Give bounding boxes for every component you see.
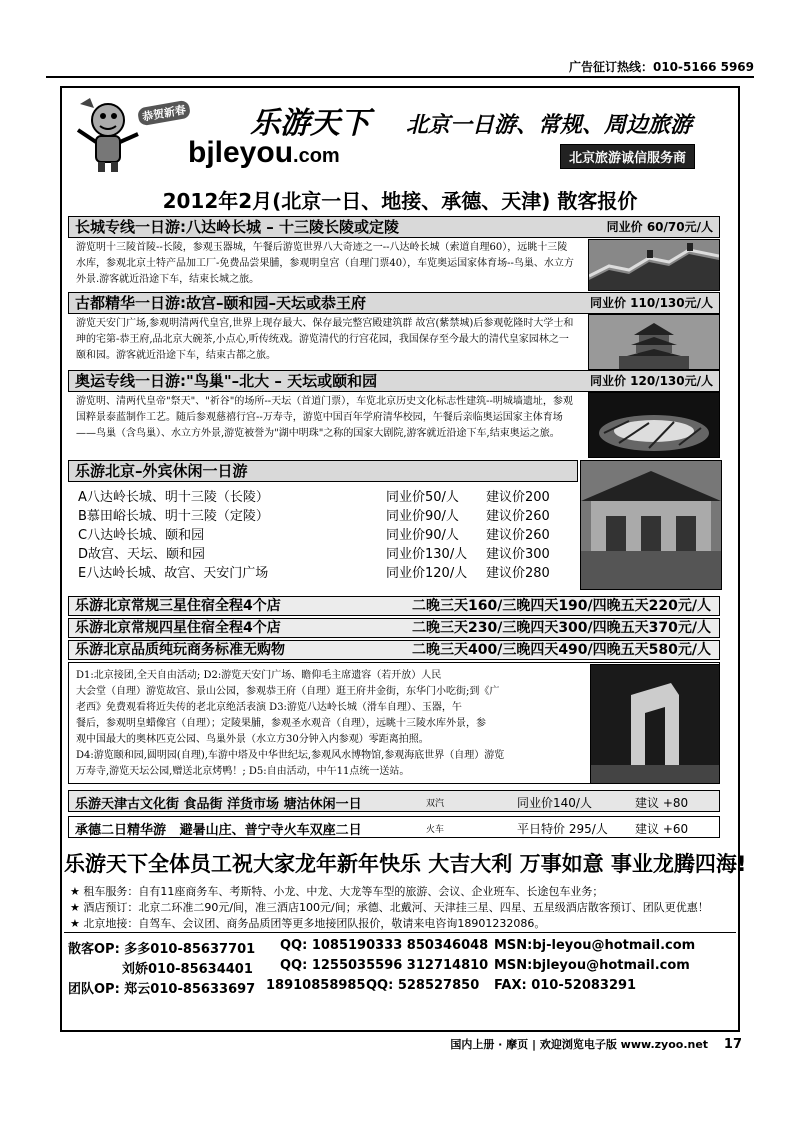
section-title: 奥运专线一日游:"鸟巢"–北大 – 天坛或颐和园	[75, 372, 378, 390]
leisure-trade-price: 同业价120/人	[386, 566, 468, 581]
leisure-trade-price: 同业价50/人	[386, 490, 459, 505]
brand-name: 乐游天下	[250, 106, 370, 141]
service-hotel: ★ 酒店预订：北京二环准二90元/间，准三酒店100元/间；承德、北戴河、天津挂三星、四星、五星级酒店散客预订、团队更优惠！	[70, 901, 709, 914]
package-row	[68, 618, 720, 638]
section-desc: 游览明十三陵首陵--长陵，参观玉器城，午餐后游览世界八大奇迹之一--八达岭长城（索道自理60），远眺十三陵水库，参观北京土特产品加工厂-免费品尝果脯，参观明皇宫（自理门票40），车览奥运国家体育场--鸟巢、水立方外景.游客就近沿途下车，结束长城之旅。	[76, 242, 574, 285]
hutong-photo	[580, 460, 722, 590]
birds-nest-photo	[588, 392, 720, 458]
package-price: 二晚三天160/三晚四天190/四晚五天220元/人	[411, 598, 711, 614]
contact-qq: QQ: 1255035596 312714810	[280, 958, 489, 973]
contact-team-label: 团队OP: 郑云010-85633697	[68, 982, 256, 997]
package-name: 乐游北京常规三星住宿全程4个店	[75, 598, 281, 614]
package-name: 乐游北京品质纯玩商务标准无购物	[75, 642, 285, 658]
itinerary-line: 老西》免费观看将近失传的老北京绝活表演 D3:游览八达岭长城（滑车自理）、玉器，午	[76, 702, 462, 713]
brand-subtitle: 北京一日游、常规、周边旅游	[406, 113, 693, 138]
contact-op-label: 散客OP: 多多010-85637701	[68, 942, 256, 957]
leisure-trade-price: 同业价90/人	[386, 528, 459, 543]
extra-row-tag: 双汽	[426, 799, 445, 809]
extra-row-trade: 平日特价 295/人	[517, 822, 608, 836]
contact-msn: MSN:bj-leyou@hotmail.com	[494, 938, 696, 953]
leisure-route: B慕田峪长城、明十三陵（定陵）	[78, 509, 269, 524]
section-bar-leisure	[68, 460, 578, 482]
brand-header	[60, 90, 740, 180]
leisure-route: E八达岭长城、故宫、天安门广场	[78, 566, 269, 581]
extra-row-chengde	[68, 816, 720, 838]
sheet-title: 2012年2月(北京一日、地接、承德、天津) 散客报价	[162, 189, 638, 213]
section-title: 古都精华一日游:故宫–颐和园–天坛或恭王府	[75, 294, 367, 312]
contact-msn: MSN:bjleyou@hotmail.com	[494, 958, 690, 973]
itinerary-line: 大会堂（自理）游览故宫、景山公园，参观恭王府（自理）逛王府井金街，东华门小吃街;到《广	[76, 686, 500, 697]
extra-row-trade: 同业价140/人	[517, 796, 592, 810]
package-price: 二晚三天230/三晚四天300/四晚五天370元/人	[411, 620, 711, 636]
service-local: ★ 北京地接：自驾车、会议团、商务品质团等更多地接团队报价，敬请来电咨询18901232086。	[70, 917, 546, 930]
extra-row-suggest: 建议 +60	[635, 822, 689, 836]
great-wall-photo	[588, 239, 720, 291]
leisure-suggest-price: 建议价200	[486, 490, 550, 505]
footer-text: 国内上册 · 摩页 | 欢迎浏览电子版 www.zyoo.net	[450, 1038, 709, 1051]
contact-qq: QQ: 528527850	[366, 978, 480, 993]
leisure-trade-price: 同业价130/人	[386, 547, 468, 562]
section-price: 同业价 120/130元/人	[589, 374, 713, 388]
extra-row-tag: 火车	[426, 825, 445, 835]
service-tag: 北京旅游诚信服务商	[560, 144, 695, 169]
dragon-mascot-icon	[70, 94, 148, 174]
itinerary-line: 餐后，参观明皇蜡像宫（自理）；定陵果脯，参观圣水观音（自理），远眺十三陵水库外景，参	[76, 718, 486, 729]
contact-fax: FAX: 010-52083291	[494, 978, 637, 993]
itinerary-line: 观中国最大的奥林匹克公园、鸟巢外景（水立方30分钟入内参观）零距离拍照。	[76, 734, 429, 745]
package-row	[68, 596, 720, 616]
new-year-slogan: 乐游天下全体员工祝大家龙年新年快乐 大吉大利 万事如意 事业龙腾四海!	[64, 852, 747, 876]
extra-row-name: 承德二日精华游 避暑山庄、普宁寺火车双座二日	[75, 823, 362, 838]
leisure-route: C八达岭长城、颐和园	[78, 528, 205, 543]
leisure-suggest-price: 建议价260	[486, 509, 550, 524]
leisure-trade-price: 同业价90/人	[386, 509, 459, 524]
extra-row-suggest: 建议 +80	[635, 796, 689, 810]
leisure-suggest-price: 建议价260	[486, 528, 550, 543]
package-name: 乐游北京常规四星住宿全程4个店	[75, 620, 281, 636]
section-bar-greatwall	[68, 216, 720, 238]
url-main: bjleyou	[188, 136, 294, 169]
contact-phone: 18910858985	[266, 978, 366, 993]
section-bar-olympic	[68, 370, 720, 392]
extra-row-tianjin	[68, 790, 720, 812]
section-price: 同业价 110/130元/人	[589, 296, 713, 310]
itinerary-line: D4:游览颐和园,圆明园(自理),车游中塔及中华世纪坛,参观风水博物馆,参观海底世界（自理）游览	[76, 750, 505, 761]
package-row	[68, 640, 720, 660]
extra-row-name: 乐游天津古文化街 食品街 洋货市场 塘沽休闲一日	[75, 797, 362, 812]
page-footer	[450, 1036, 742, 1052]
top-rule	[46, 76, 754, 78]
itinerary-line: 万寿寺,游览天坛公园,赠送北京烤鸭！; D5:自由活动，中午11点统一送站。	[76, 766, 410, 777]
itinerary-text	[76, 668, 582, 780]
service-car: ★ 租车服务：自有11座商务车、考斯特、小龙、中龙、大龙等车型的旅游、会议、企业班车、长途包车业务；	[70, 885, 604, 898]
leisure-route: D故宫、天坛、颐和园	[78, 547, 206, 562]
new-year-badge: 恭贺新春	[137, 100, 191, 127]
section-price: 同业价 60/70元/人	[606, 220, 713, 234]
section-title: 乐游北京–外宾休闲一日游	[75, 462, 248, 480]
url-tld: .com	[293, 145, 340, 167]
contact-qq: QQ: 1085190333 850346048	[280, 938, 489, 953]
leisure-route: A八达岭长城、明十三陵（长陵）	[78, 490, 269, 505]
section-desc: 游览天安门广场,参观明清两代皇宫,世界上现存最大、保存最完整宫殿建筑群 故宫(紫禁城)后参观乾隆时大学士和珅的宅第-恭王府,品北京大碗茶,小点心,听传统戏。游览清代的行宫花园，我国保存至今最大的清代皇家园林之一颐和园。游客就近沿途下车，结束古都之旅。	[76, 318, 574, 361]
ad-hotline: 广告征订热线：010-5166 5969	[568, 60, 754, 74]
temple-of-heaven-photo	[588, 314, 720, 370]
brand-url	[188, 136, 340, 170]
cctv-tower-photo	[590, 664, 720, 784]
itinerary-line: D1:北京接团,全天自由活动; D2:游览天安门广场、瞻仰毛主席遗容（若开放）人民	[76, 670, 442, 681]
contact-op-label: 刘娇010-85634401	[122, 962, 253, 977]
section-title: 长城专线一日游:八达岭长城 – 十三陵长陵或定陵	[75, 218, 399, 236]
page-number: 17	[723, 1037, 742, 1052]
section-bar-palace	[68, 292, 720, 314]
contact-divider	[64, 932, 736, 933]
package-price: 二晚三天400/三晚四天490/四晚五天580元/人	[411, 642, 711, 658]
leisure-suggest-price: 建议价300	[486, 547, 550, 562]
section-desc: 游览明、清两代皇帝"祭天"、"祈谷"的场所--天坛（首道门票），车览北京历史文化标志性建筑--明城墙遗址，参观国粹景泰蓝制作工艺。随后参观慈禧行宫--万寿寺，游览中国百年学府清华校园，午餐后亲临奥运国家主体育场——鸟巢（含鸟巢）、水立方外景,游览被誉为"湖中明珠"之称的国家大剧院,游客就近沿途下车,结束奥运之旅。	[76, 396, 573, 439]
leisure-suggest-price: 建议价280	[486, 566, 550, 581]
